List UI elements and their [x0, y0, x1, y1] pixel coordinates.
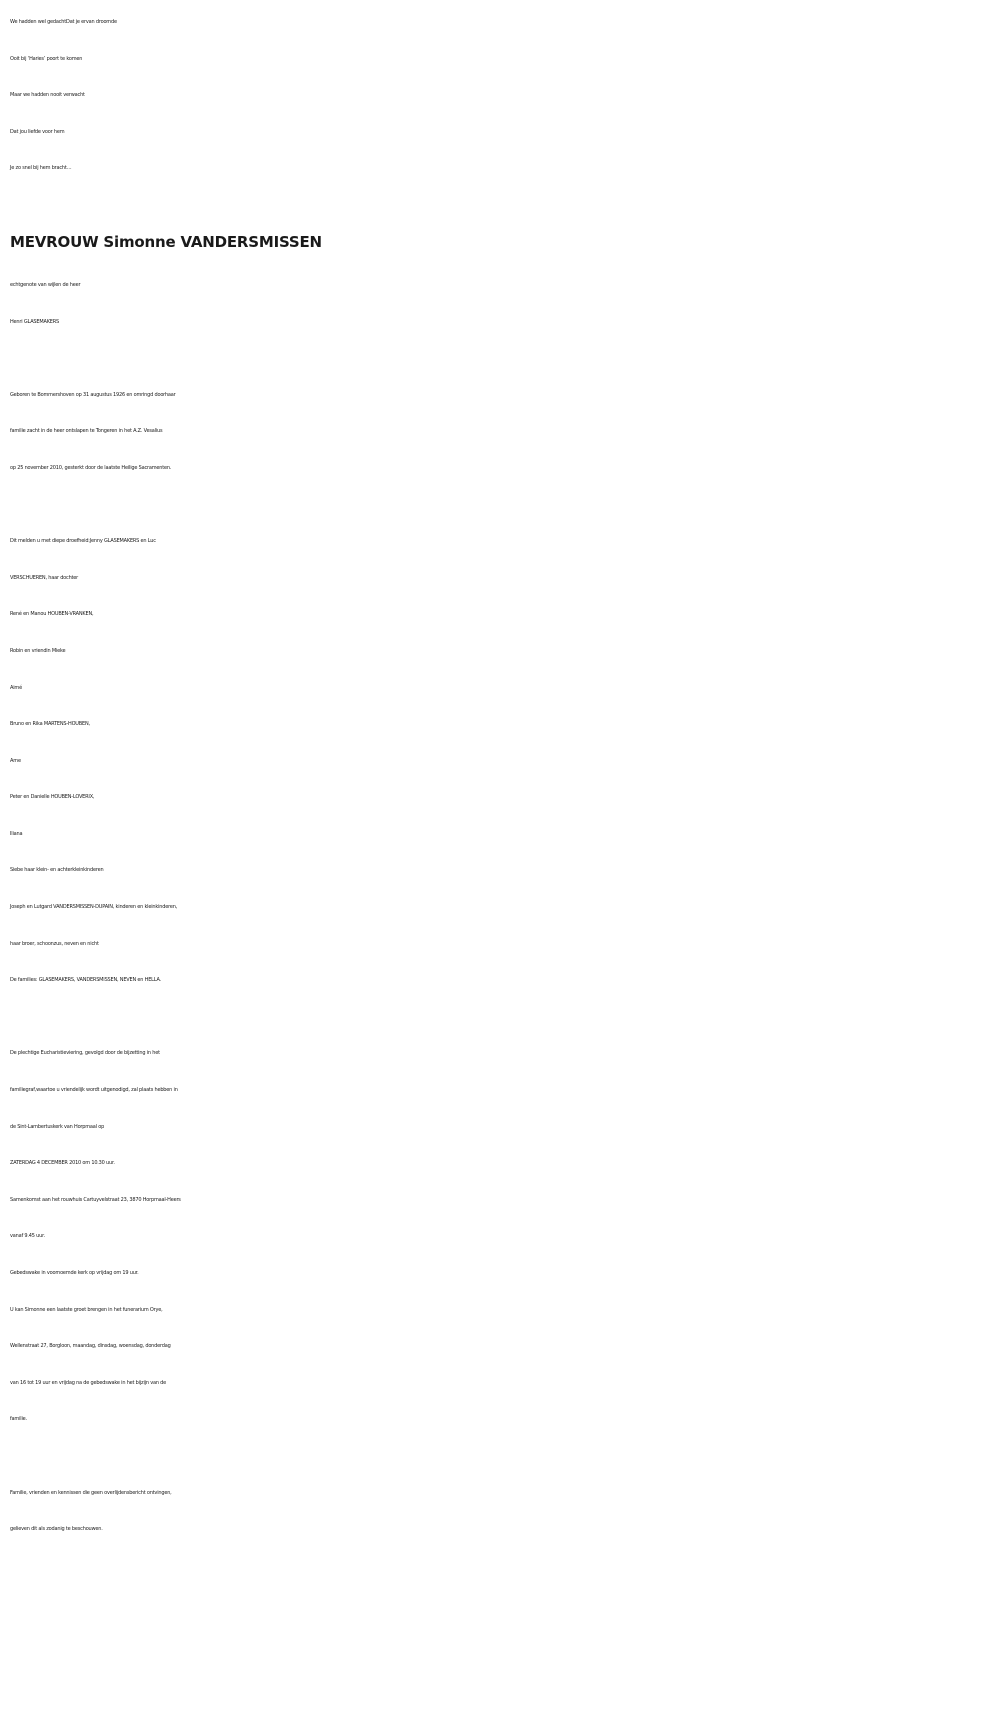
family-line: VERSCHUEREN, haar dochter — [10, 574, 79, 581]
family-line: Iliana — [10, 830, 23, 837]
family-line: Arne — [10, 757, 21, 764]
ceremony-line: Samenkomst aan het rouwhuis Cartuyvelstraat 23, 3870 Horpmaal-Heers — [10, 1196, 181, 1203]
family-line: Aimé — [10, 684, 22, 691]
ceremony-line: familiegraf,waartoe u vriendelijk wordt uitgenodigd, zal plaats hebben in — [10, 1087, 178, 1094]
family-line: Bruno en Rika MARTENS-HOUBEN, — [10, 721, 90, 728]
closing-note — [10, 1475, 995, 1548]
ceremony-line: Wellenstraat 27, Borgloon, maandag, dinsdag, woensdag, donderdag — [10, 1343, 171, 1350]
memorial-poem — [10, 4, 995, 187]
ceremony-line: De plechtige Eucharistieviering, gevolgd door de bijzetting in het — [10, 1050, 160, 1057]
birth-death-paragraph — [10, 377, 995, 487]
paragraph-line: Geboren te Bommershoven op 31 augustus 1926 en omringd doorhaar — [10, 391, 176, 398]
closing-line: gelieven dit als zodanig te beschouwen. — [10, 1526, 103, 1533]
ceremony-line: de Sint-Lambertuskerk van Horpmaal op — [10, 1123, 105, 1130]
poem-line: We hadden wel gedachtDat je ervan droomde — [10, 19, 117, 25]
paragraph-line: op 25 november 2010, gesterkt door de laatste Heilige Sacramenten. — [10, 464, 172, 471]
spouse-line: Henri GLASEMAKERS — [10, 318, 59, 325]
ceremony-line: U kan Simonne een laatste groet brengen in het funerarium Orye, — [10, 1306, 163, 1313]
poem-line: Maar we hadden nooit verwacht — [10, 92, 85, 99]
paragraph-line: familie zacht in de heer ontslapen te Tongeren in het A.Z. Vesalius — [10, 428, 163, 435]
obituary-document — [10, 4, 995, 1548]
ceremony-line: van 16 tot 19 uur en vrijdag na de gebedswake in het bijzijn van de — [10, 1379, 167, 1386]
family-line: De families: GLASEMAKERS, VANDERSMISSEN, NEVEN en HELLA. — [10, 977, 161, 984]
family-line: René en Manou HOUBEN-VRANKEN, — [10, 611, 94, 618]
poem-line: Dat jou liefde voor hem — [10, 128, 65, 135]
ceremony-details — [10, 1035, 995, 1438]
family-line: Siebe haar klein- en achterkleinkinderen — [10, 867, 104, 874]
poem-line: Je zo snel bij hem bracht… — [10, 165, 72, 172]
ceremony-line: familie. — [10, 1416, 27, 1423]
spouse-info — [10, 267, 995, 340]
family-line: haar broer, schoonzus, neven en nicht — [10, 940, 99, 947]
family-line: Dit melden u met diepe droefheid:Jenny GLASEMAKERS en Luc — [10, 538, 156, 545]
poem-line: Ooit bij ‘Haries’ poort te komen — [10, 55, 83, 62]
family-line: Joseph en Lutgard VANDERSMISSEN-DUPAIN, kinderen en kleinkinderen, — [10, 904, 178, 911]
family-list — [10, 523, 995, 999]
closing-line: Familie, vrienden en kennissen die geen overlijdensbericht ontvingen, — [10, 1489, 172, 1496]
ceremony-line: ZATERDAG 4 DECEMBER 2010 om 10.30 uur. — [10, 1160, 115, 1167]
ceremony-line: Gebedswake in voornoemde kerk op vrijdag om 19 uur. — [10, 1270, 139, 1276]
ceremony-line: vanaf 9.45 uur. — [10, 1233, 45, 1240]
family-line: Peter en Danielle HOUBEN-LOVERIX, — [10, 794, 95, 801]
family-line: Robin en vriendin Mieke — [10, 647, 66, 654]
deceased-name: MEVROUW Simonne VANDERSMISSEN — [10, 232, 322, 251]
spouse-line: echtgenote van wijlen de heer — [10, 281, 81, 288]
